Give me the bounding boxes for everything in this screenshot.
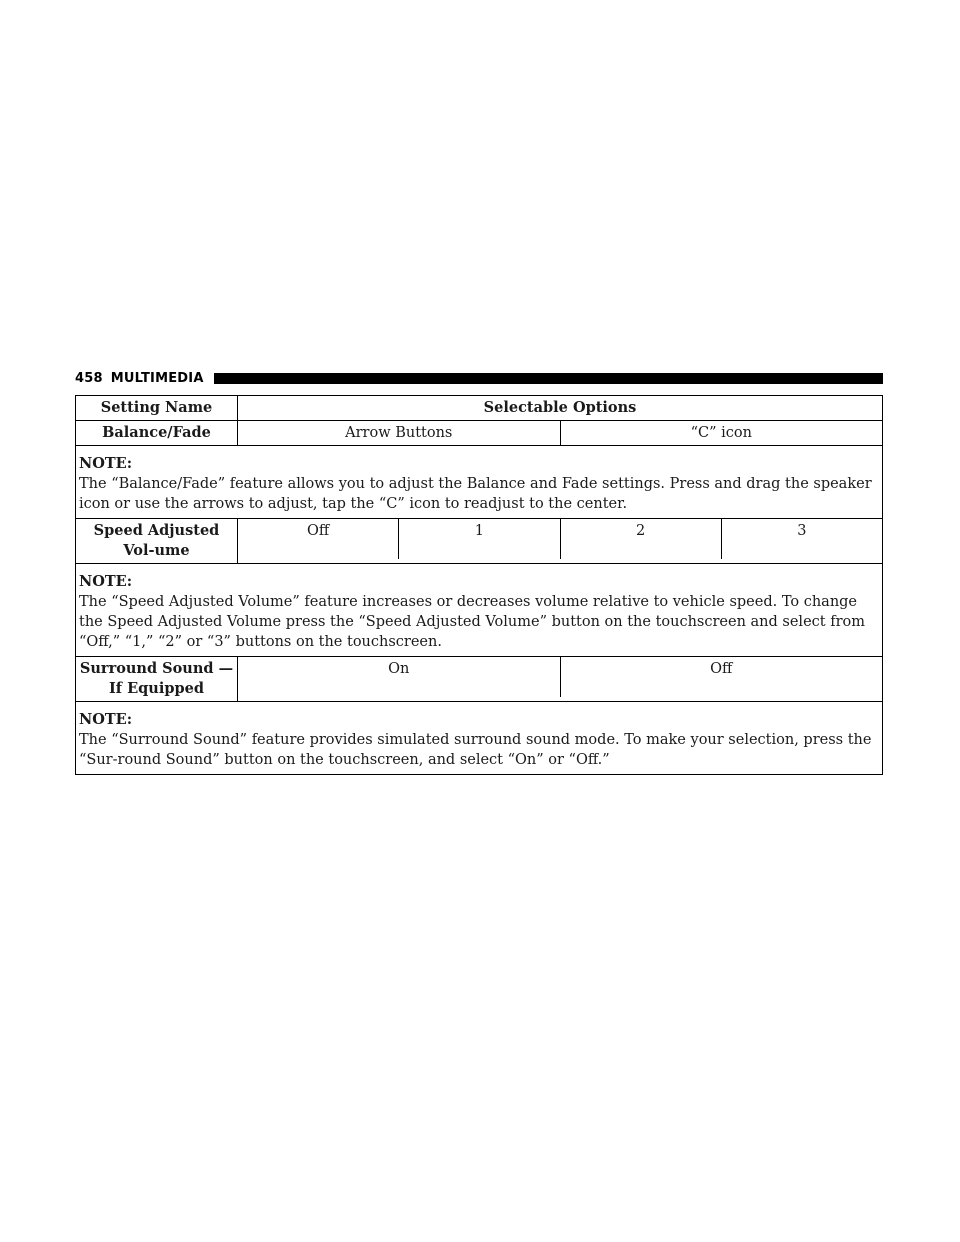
option-cell: 2 [561,519,722,559]
note-text: The “Speed Adjusted Volume” feature increases or decreases volume relative to vehicle speed. To change the Speed Adjusted Volume press the “Speed Adjusted Volume” button on the touchscreen and select from “Off,” “1,” “2” or “3” buttons on the touchscreen. [79,594,865,650]
option-cells [238,657,882,701]
option-cell: “C” icon [690,425,752,441]
table-row [76,519,882,564]
note-row [76,702,882,774]
option-cell: On [238,657,561,697]
setting-name: Speed Adjusted Vol-ume [76,519,238,563]
page-header [75,370,883,386]
note-row [76,564,882,657]
option-cell: Off [238,519,399,559]
section-title: MULTIMEDIA [110,370,204,386]
table-row [76,421,882,446]
table-header-row [76,396,882,421]
column-header-selectable-options: Selectable Options [483,399,637,416]
header-rule [214,373,883,384]
option-cells [238,421,882,445]
note-text: The “Surround Sound” feature provides simulated surround sound mode. To make your selection, press the “Sur-round Sound” button on the touchscreen, and select “On” or “Off.” [79,732,872,768]
option-cells [238,519,882,563]
option-cell: Off [710,661,733,677]
page-number: 458 [75,370,103,386]
option-cell: 1 [399,519,560,559]
note-title: NOTE: [79,573,133,590]
column-header-setting-name: Setting Name [76,396,238,420]
note-title: NOTE: [79,711,133,728]
setting-name: Surround Sound — If Equipped [76,657,238,701]
note-title: NOTE: [79,455,133,472]
option-cell: 3 [797,523,807,539]
note-text: The “Balance/Fade” feature allows you to adjust the Balance and Fade settings. Press and drag the speaker icon or use the arrows to adjust, tap the “C” icon to readjust to the center. [79,476,872,512]
table-row [76,657,882,702]
setting-name: Balance/Fade [76,421,238,445]
settings-table [75,395,883,775]
option-cell: Arrow Buttons [238,421,561,445]
note-row [76,446,882,519]
